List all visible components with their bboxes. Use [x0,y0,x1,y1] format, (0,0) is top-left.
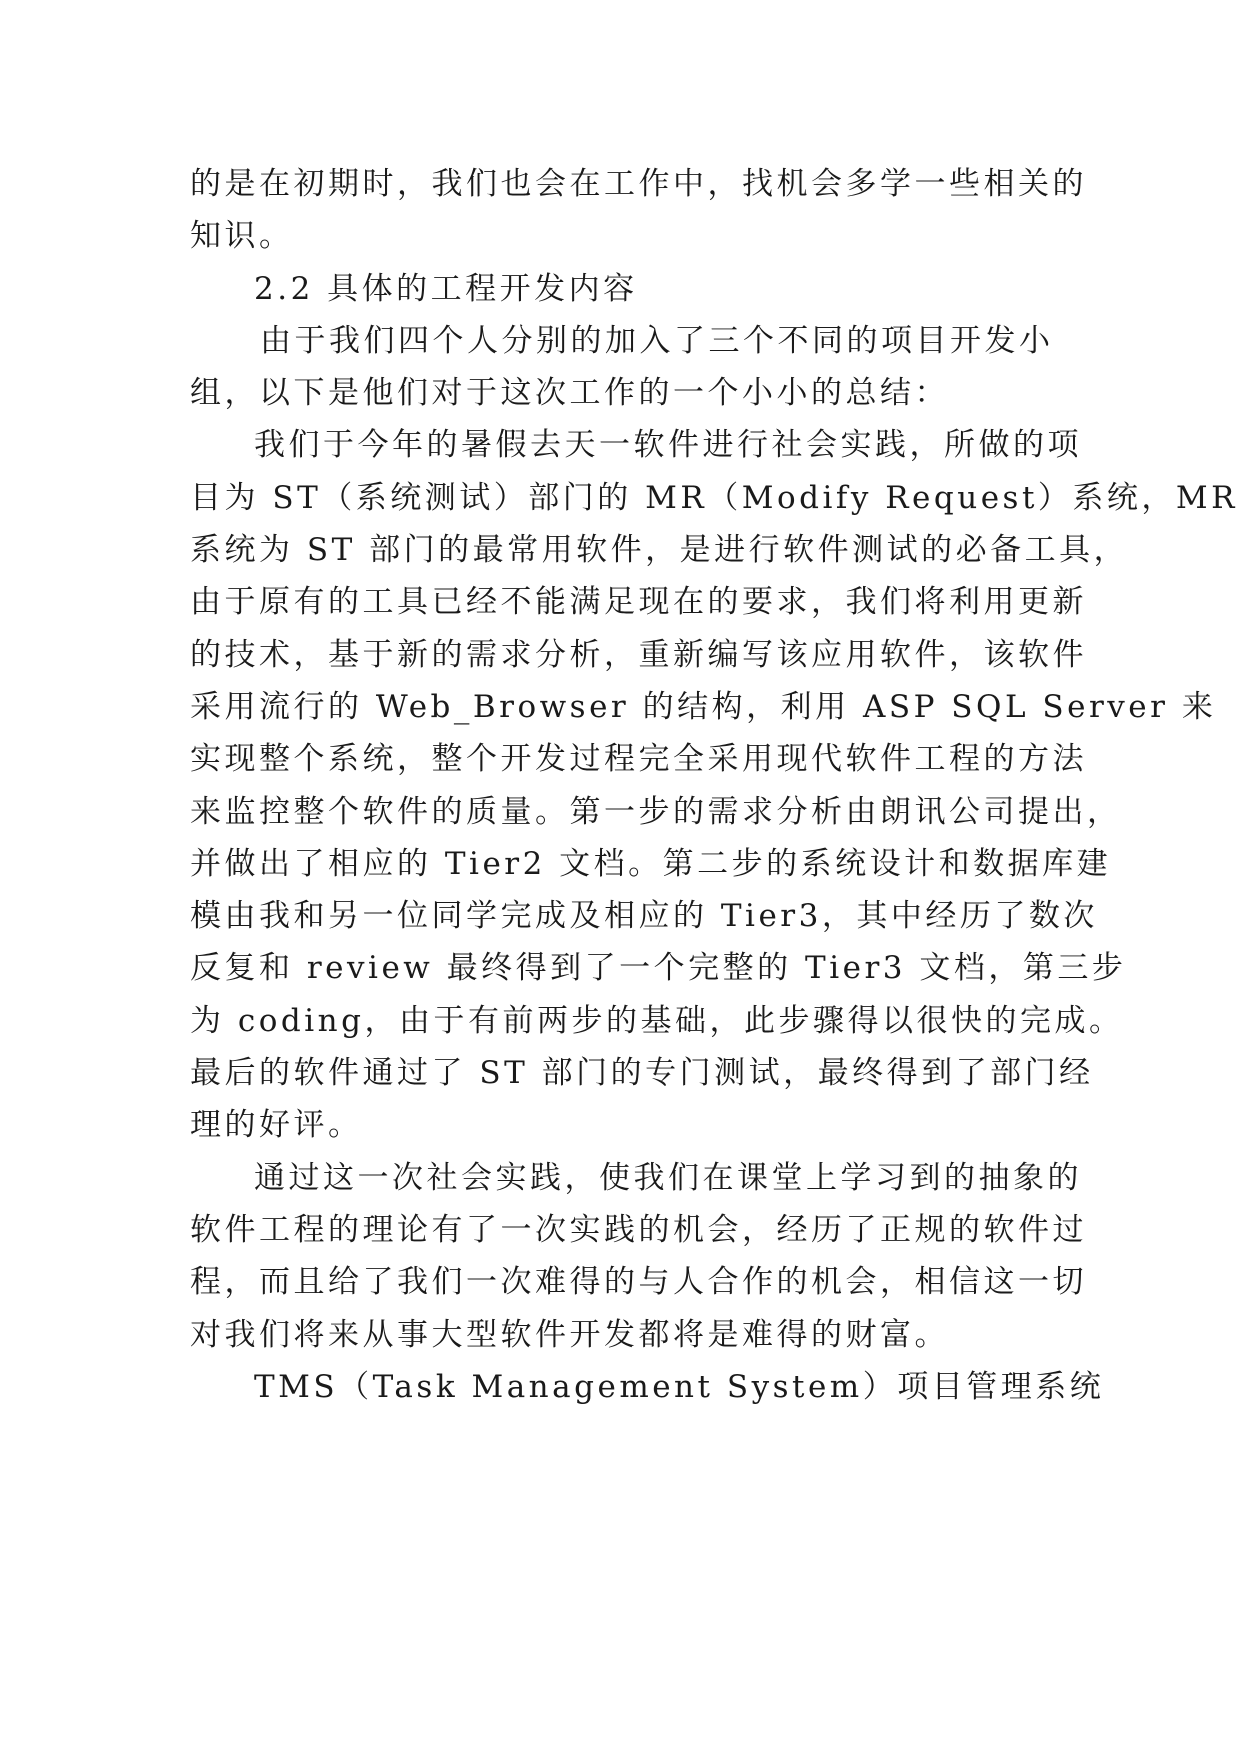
text-line: 的技术，基于新的需求分析，重新编写该应用软件，该软件 [190,636,1087,673]
text-line: 实现整个系统，整个开发过程完全采用现代软件工程的方法 [190,741,1087,778]
text-line: 最后的软件通过了 ST 部门的专门测试，最终得到了部门经 [190,1055,1094,1092]
text-line: TMS（Task Management System）项目管理系统 [254,1368,1105,1405]
text-line: 理的好评。 [190,1107,363,1144]
text-line: 目为 ST（系统测试）部门的 MR（Modify Request）系统，MR [190,479,1238,516]
text-line: 系统为 ST 部门的最常用软件，是进行软件测试的必备工具， [190,532,1129,569]
section-heading: 2.2 具体的工程开发内容 [254,270,638,307]
text-line: 为 coding，由于有前两步的基础，此步骤得以很快的完成。 [190,1002,1124,1039]
text-line: 知识。 [190,218,294,255]
text-line: 组，以下是他们对于这次工作的一个小小的总结： [190,375,949,412]
text-line: 并做出了相应的 Tier2 文档。第二步的系统设计和数据库建 [190,845,1112,882]
text-line: 软件工程的理论有了一次实践的机会，经历了正规的软件过 [190,1211,1087,1248]
text-line: 对我们将来从事大型软件开发都将是难得的财富。 [190,1316,949,1353]
text-line: 来监控整个软件的质量。第一步的需求分析由朗讯公司提出， [190,793,1122,830]
text-line: 反复和 review 最终得到了一个完整的 Tier3 文档，第三步 [190,950,1127,987]
text-line: 由于我们四个人分别的加入了三个不同的项目开发小 [260,322,1054,359]
text-line: 采用流行的 Web_Browser 的结构，利用 ASP SQL Server 来 [190,688,1217,725]
text-line: 由于原有的工具已经不能满足现在的要求，我们将利用更新 [190,584,1087,621]
text-line: 我们于今年的暑假去天一软件进行社会实践，所做的项 [254,427,1082,464]
text-line: 模由我和另一位同学完成及相应的 Tier3，其中经历了数次 [190,898,1098,935]
text-line: 的是在初期时，我们也会在工作中，找机会多学一些相关的 [190,166,1087,202]
text-line: 程，而且给了我们一次难得的与人合作的机会，相信这一切 [190,1264,1087,1301]
document-body [190,158,1238,1413]
text-line: 通过这一次社会实践，使我们在课堂上学习到的抽象的 [254,1159,1082,1196]
